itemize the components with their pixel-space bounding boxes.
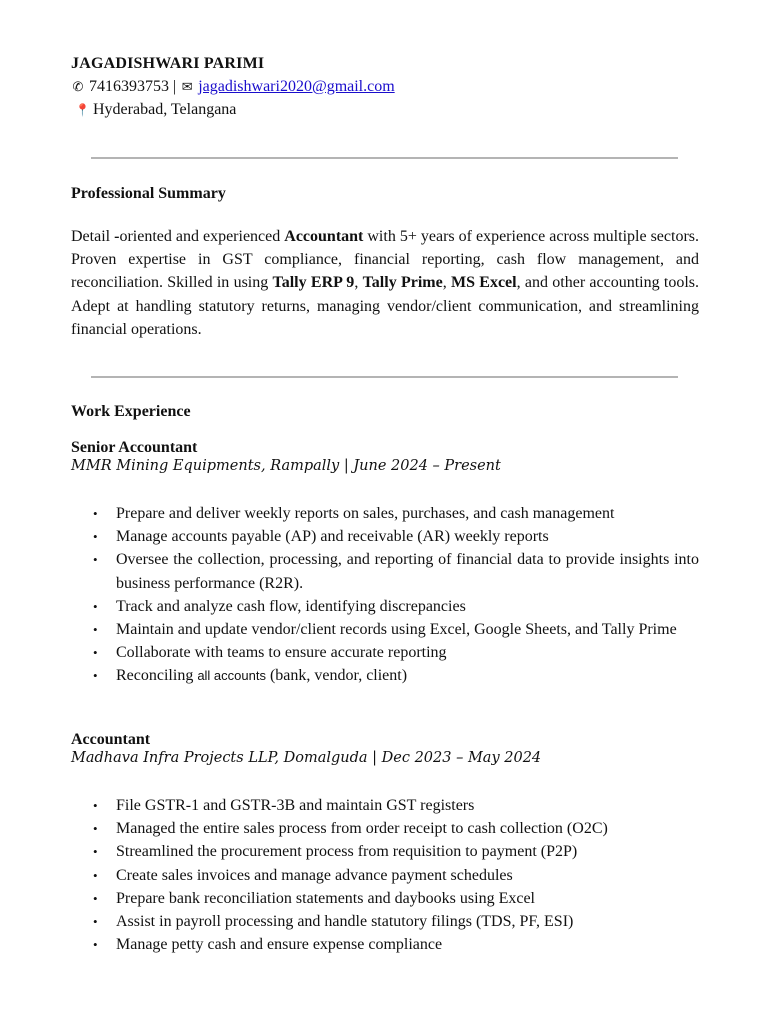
bullet-text: all accounts [197, 668, 266, 684]
list-item: • Collaborate with teams to ensure accurate reporting [71, 641, 699, 664]
list-item: • Manage petty cash and ensure expense compliance [71, 933, 699, 956]
location-text: Hyderabad, Telangana [93, 101, 237, 118]
summary-keyword: MS Excel [451, 274, 517, 292]
candidate-name: JAGADISHWARI PARIMI [71, 55, 265, 72]
list-item: • Maintain and update vendor/client records using Excel, Google Sheets, and Tally Prime [71, 618, 699, 641]
summary-text: , and other accounting tools. Adept at handling statutory returns, managing vendor/client communication, and streamlining financial operations. [71, 274, 700, 338]
list-item: • Streamlined the procurement process from requisition to payment (P2P) [71, 840, 699, 863]
divider [91, 376, 678, 378]
email-link[interactable]: jagadishwari2020@gmail.com [198, 78, 395, 95]
location-line [75, 101, 236, 119]
job-title: Accountant [71, 731, 151, 748]
summary-text: - [114, 228, 120, 245]
job-bullet-list [71, 794, 699, 956]
list-item: • Prepare and deliver weekly reports on sales, purchases, and cash management [71, 502, 699, 525]
bullet-text: Reconciling [116, 667, 198, 685]
job-title: Senior Accountant [71, 439, 198, 456]
summary-keyword: Accountant [284, 228, 364, 245]
phone-number: 7416393753 [89, 78, 169, 95]
job-meta: MMR Mining Equipments, Rampally | June 2024 – Present [71, 458, 501, 474]
list-item: • Assist in payroll processing and handle statutory filings (TDS, PF, ESI) [71, 910, 699, 933]
phone-icon: ✆ [72, 79, 84, 94]
summary-keyword: Tally ERP 9 [272, 274, 355, 292]
list-item: • Managed the entire sales process from order receipt to cash collection (O2C) [71, 817, 699, 840]
list-item: • Oversee the collection, processing, and reporting of financial data to provide insights into business performance (R2R). [71, 548, 699, 594]
job-bullet-list [71, 502, 699, 688]
job-meta: Madhava Infra Projects LLP, Domalguda | Dec 2023 – May 2024 [71, 750, 542, 766]
summary-text: with 5+ years of experience across multiple sectors. Proven expertise in GST compliance, financial reporting, cash flow management, and reconciliation. Skilled in using [71, 228, 700, 292]
location-pin-icon: 📍 [75, 103, 90, 117]
mail-icon: ✉ [181, 79, 193, 94]
divider [91, 157, 678, 159]
list-item: • Prepare bank reconciliation statements and daybooks using Excel [71, 887, 699, 910]
contact-line [71, 78, 395, 96]
list-item: • Create sales invoices and manage advance payment schedules [71, 864, 699, 887]
experience-heading: Work Experience [71, 403, 191, 420]
summary-paragraph [71, 225, 699, 341]
summary-text: , [442, 274, 451, 292]
summary-heading: Professional Summary [71, 185, 226, 202]
bullet-text: (bank, vendor, client) [265, 667, 408, 685]
list-item: • Track and analyze cash flow, identifying discrepancies [71, 595, 699, 618]
summary-text: , [354, 274, 363, 292]
list-item: • File GSTR-1 and GSTR-3B and maintain GST registers [71, 794, 699, 817]
list-item [71, 664, 699, 687]
summary-text: oriented and experienced [119, 228, 285, 245]
summary-keyword: Tally Prime [362, 274, 443, 292]
contact-separator: | [173, 78, 177, 95]
list-item: • Manage accounts payable (AP) and receivable (AR) weekly reports [71, 525, 699, 548]
summary-text: Detail [71, 228, 115, 245]
